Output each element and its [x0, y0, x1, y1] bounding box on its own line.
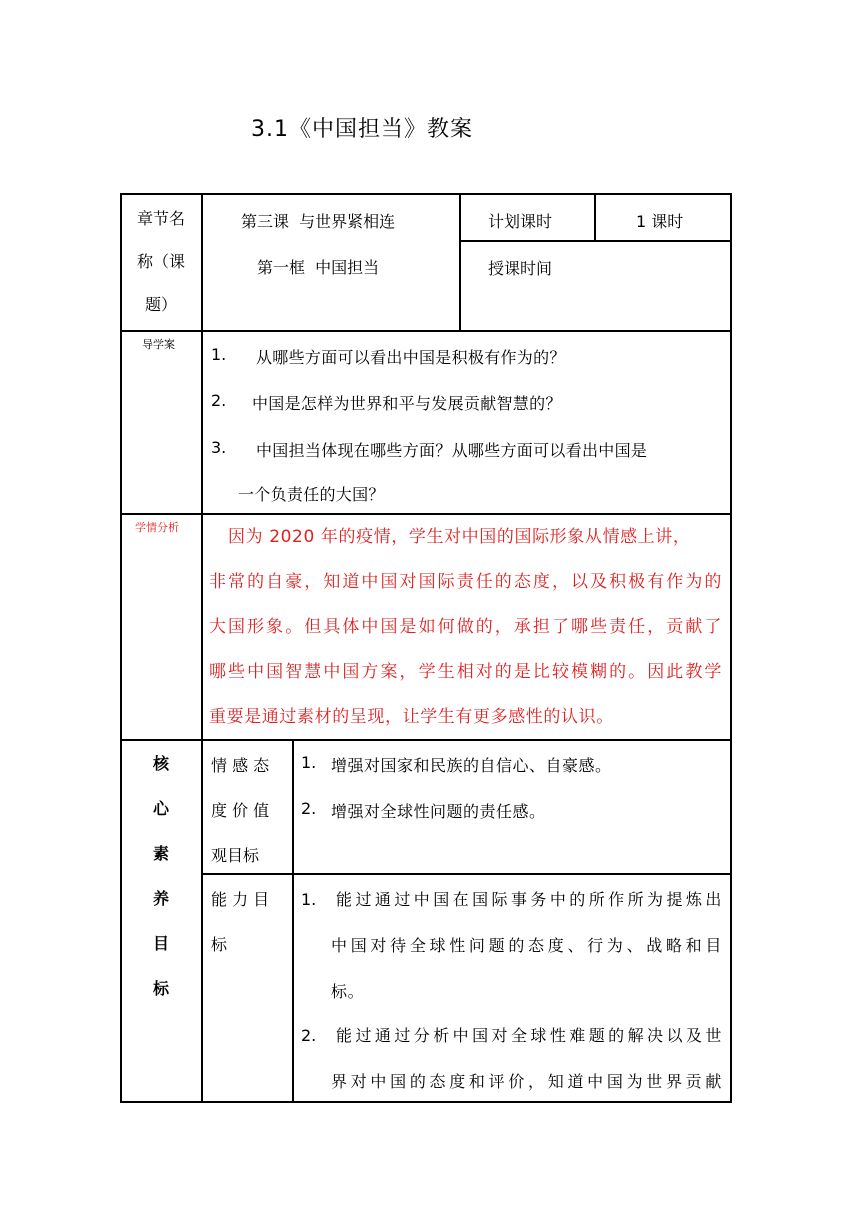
- ability-goal-2: 能过通过分析中国对全球性难题的解决以及世 界对中国的态度和评价，知道中国为世界贡献: [331, 1026, 722, 1091]
- ability-goal-1-num: 1.: [301, 890, 317, 909]
- document-title: 3.1《中国担当》教案: [251, 117, 473, 142]
- table-divider: [459, 240, 732, 242]
- emotion-goal-label: 情 感 态 度 价 值 观目标: [211, 756, 270, 865]
- planned-hours-label: 计划课时: [488, 212, 553, 231]
- emotion-goal-1: 增强对国家和民族的自信心、自豪感。: [331, 756, 612, 775]
- analysis-text: 因为 2020 年的疫情，学生对中国的国际形象从情感上讲， 非常的自豪，知道中国对国际责任的态度，以及积极有作为的 大国形象。但具体中国是如何做的，承担了哪些责任，贡献了 哪些中国智慧中国方案，学生相对的是比较模糊的。因此教学 重要是通过素材的呈现，让学生有更多感性的认识。: [209, 527, 722, 727]
- ability-goal-label: 能 力 目 标: [211, 890, 270, 954]
- table-divider: [120, 330, 732, 332]
- planned-hours-value: 1 课时: [636, 212, 684, 231]
- guide-item-1-num: 1.: [211, 345, 227, 364]
- ability-goal-2-num: 2.: [301, 1026, 317, 1045]
- ability-goal-1: 能过通过中国在国际事务中的所作所为提炼出 中国对待全球性问题的态度、行为、战略和目 标。: [331, 890, 722, 1001]
- guide-item-2-num: 2.: [211, 391, 227, 410]
- chapter-line-1: 第三课 与世界紧相连: [241, 212, 396, 231]
- table-column-line: [292, 739, 294, 1103]
- table-column-line: [201, 330, 203, 740]
- chapter-line-2: 第一框 中国担当: [257, 258, 380, 277]
- table-border-right: [730, 193, 732, 1103]
- guide-item-3-num: 3.: [211, 438, 227, 457]
- emotion-goal-1-num: 1.: [301, 753, 317, 772]
- table-border-top: [120, 193, 732, 195]
- core-goals-label: 核 心 素 养 目 标: [152, 754, 169, 998]
- analysis-label: 学情分析: [135, 521, 179, 534]
- teaching-time-label: 授课时间: [488, 259, 553, 278]
- table-column-line: [459, 193, 461, 330]
- emotion-goal-2-num: 2.: [301, 799, 317, 818]
- guide-label: 导学案: [142, 338, 175, 351]
- table-column-line: [594, 193, 596, 240]
- guide-item-2: 中国是怎样为世界和平与发展贡献智慧的？: [252, 394, 562, 413]
- lesson-plan-table: [120, 193, 732, 1103]
- chapter-label: 章节名 称（课 题）: [136, 209, 185, 314]
- emotion-goal-2: 增强对全球性问题的责任感。: [331, 802, 546, 821]
- guide-item-3-cont: 一个负责任的大国？: [238, 485, 385, 504]
- guide-item-3: 中国担当体现在哪些方面？从哪些方面可以看出中国是: [256, 441, 648, 460]
- guide-item-1: 从哪些方面可以看出中国是积极有作为的？: [256, 348, 566, 367]
